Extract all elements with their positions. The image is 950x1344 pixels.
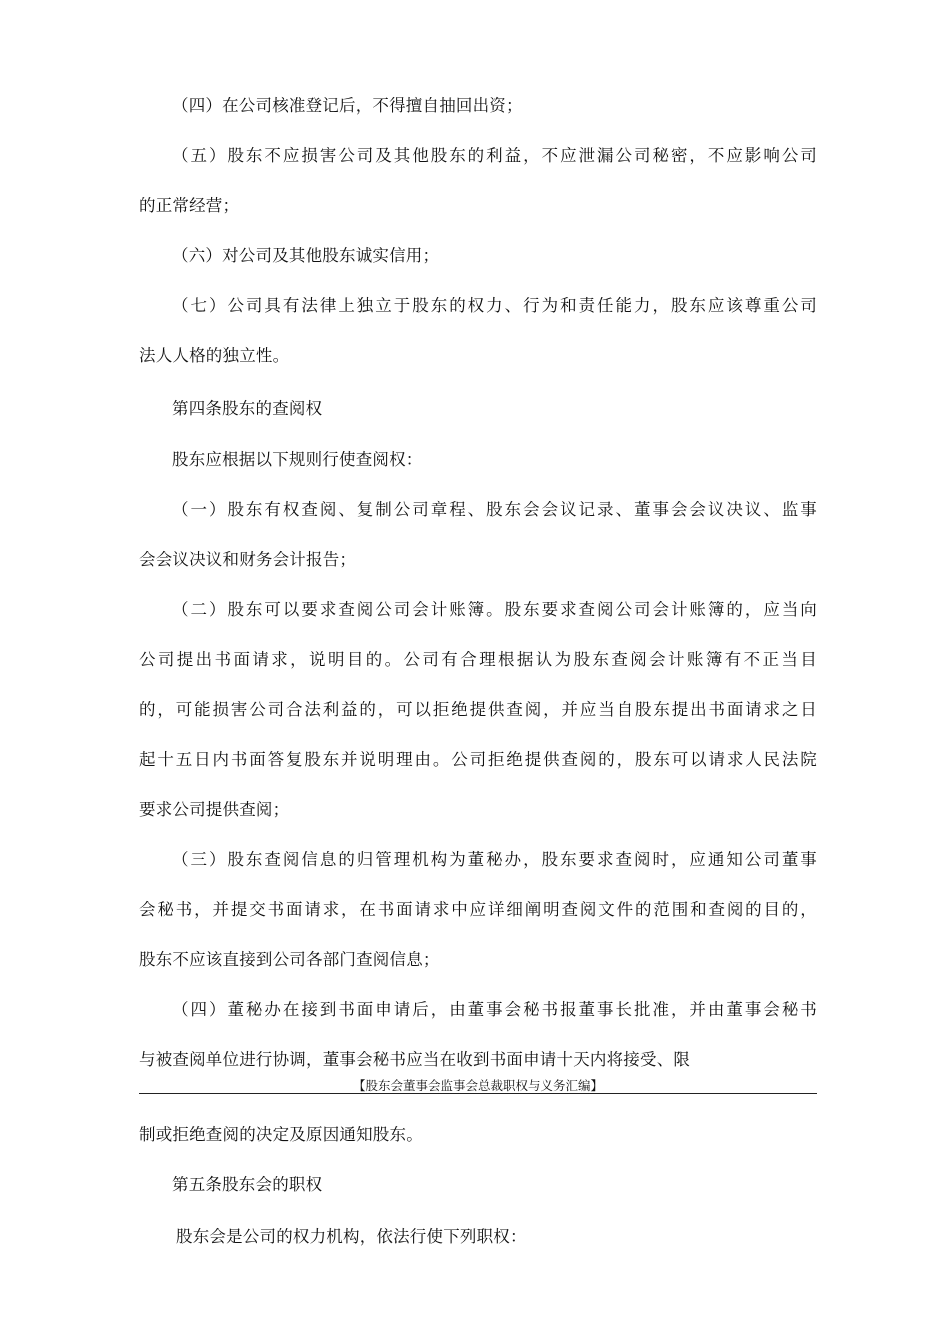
item-1-line-1: （一）股东有权查阅、复制公司章程、股东会会议记录、董事会会议决议、监事 <box>172 500 817 519</box>
item-2-line-2: 公司提出书面请求，说明目的。公司有合理根据认为股东查阅会计账簿有不正当目 <box>139 650 817 669</box>
item-2-line-3: 的，可能损害公司合法利益的，可以拒绝提供查阅，并应当自股东提出书面请求之日 <box>139 700 817 719</box>
item-3-line-2: 会秘书，并提交书面请求，在书面请求中应详细阐明查阅文件的范围和查阅的目的， <box>139 900 817 919</box>
article-5-intro: 股东会是公司的权力机构，依法行使下列职权： <box>176 1227 527 1246</box>
item-4-line-3: 制或拒绝查阅的决定及原因通知股东。 <box>139 1125 423 1144</box>
clause-5-line-2: 的正常经营； <box>139 196 240 215</box>
item-4-line-2: 与被查阅单位进行协调，董事会秘书应当在收到书面申请十天内将接受、限 <box>139 1050 691 1069</box>
clause-6-honesty: （六）对公司及其他股东诚实信用； <box>172 246 440 265</box>
item-2-line-4: 起十五日内书面答复股东并说明理由。公司拒绝提供查阅的，股东可以请求人民法院 <box>139 750 817 769</box>
clause-5-line-1: （五）股东不应损害公司及其他股东的利益，不应泄漏公司秘密，不应影响公司 <box>172 146 817 165</box>
item-4-line-1: （四）董秘办在接到书面申请后，由董事会秘书报董事长批准，并由董事会秘书 <box>172 1000 817 1019</box>
footer-divider <box>139 1093 817 1094</box>
page-footer-title: 【股东会董事会监事会总裁职权与义务汇编】 <box>352 1078 603 1093</box>
clause-4-capital: （四）在公司核准登记后，不得擅自抽回出资； <box>172 96 523 115</box>
clause-7-line-1: （七）公司具有法律上独立于股东的权力、行为和责任能力，股东应该尊重公司 <box>172 296 817 315</box>
item-2-line-1: （二）股东可以要求查阅公司会计账簿。股东要求查阅公司会计账簿的，应当向 <box>172 600 817 619</box>
item-2-line-5: 要求公司提供查阅； <box>139 800 290 819</box>
article-4-intro: 股东应根据以下规则行使查阅权： <box>172 450 423 469</box>
article-5-heading: 第五条股东会的职权 <box>172 1175 323 1194</box>
item-1-line-2: 会会议决议和财务会计报告； <box>139 550 357 569</box>
article-4-heading: 第四条股东的查阅权 <box>172 399 323 418</box>
item-3-line-1: （三）股东查阅信息的归管理机构为董秘办，股东要求查阅时，应通知公司董事 <box>172 850 817 869</box>
item-3-line-3: 股东不应该直接到公司各部门查阅信息； <box>139 950 440 969</box>
clause-7-line-2: 法人人格的独立性。 <box>139 346 290 365</box>
